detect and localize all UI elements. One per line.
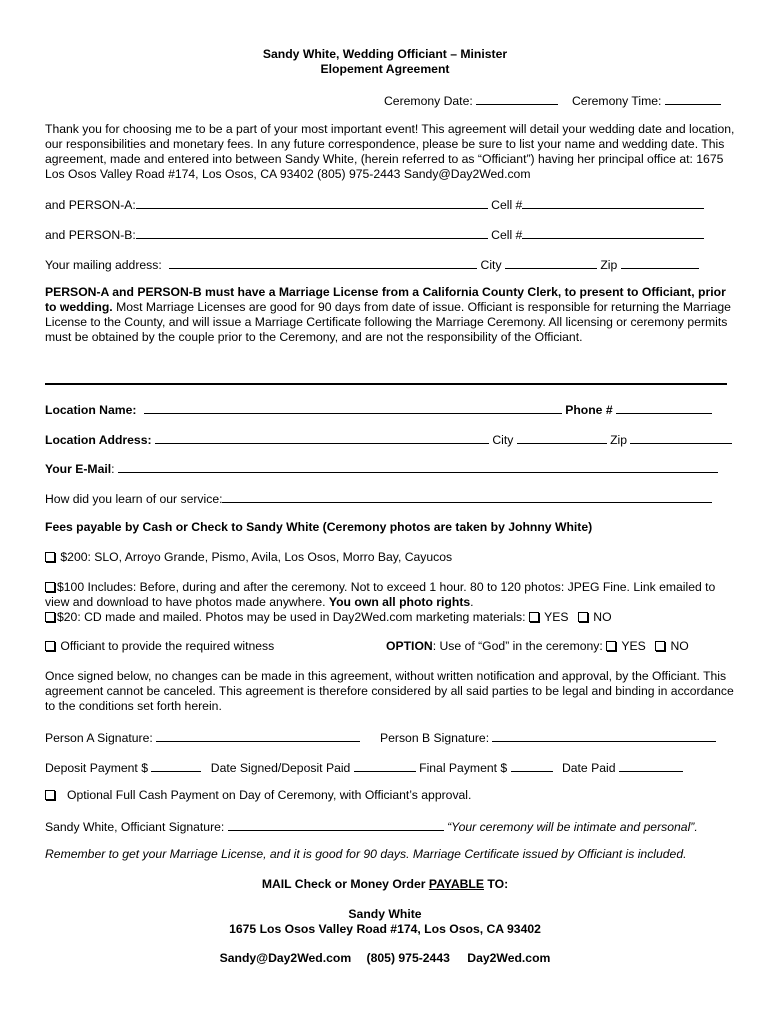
footer-website: Day2Wed.com: [467, 951, 551, 965]
footer-phone: (805) 975-2443: [366, 951, 450, 965]
optional-cash-text: Optional Full Cash Payment on Day of Ceremony, with Officiant’s approval.: [67, 788, 472, 802]
person-b-signature-row[interactable]: [380, 729, 716, 746]
mailing-city-blank[interactable]: [505, 256, 597, 269]
officiant-signature-blank[interactable]: [228, 818, 444, 831]
checkbox-god-no[interactable]: [655, 641, 665, 651]
location-name-row[interactable]: [45, 401, 712, 418]
ceremony-time-blank[interactable]: [665, 92, 721, 105]
deposit-blank[interactable]: [151, 759, 201, 772]
intro-paragraph: Thank you for choosing me to be a part of your most important event! This agreement will detail your wedding date and location, our responsibilities and monetary fees. In any future correspondence, please be sure to list your name and wedding date. This agreement, made and entered into between Sandy White, (herein referred to as “Officiant”) having her principal office at: 1675 Los Osos Valley Road #174, Los Osos, CA 93402 (805) 975-2443 Sandy@Day2Wed.com: [45, 122, 735, 181]
referral-row[interactable]: [45, 490, 712, 507]
date-paid-label: Date Paid: [561, 761, 616, 775]
fee-option-100[interactable]: [45, 580, 735, 610]
document-subtitle: Elopement Agreement: [320, 62, 450, 76]
god-yes-label: YES: [621, 639, 646, 653]
person-b-signature-blank[interactable]: [492, 729, 716, 742]
person-b-signature-label: Person B Signature:: [380, 731, 490, 745]
location-zip-blank[interactable]: [630, 431, 732, 444]
location-zip-label: Zip: [610, 433, 628, 447]
location-address-label: Location Address:: [45, 433, 152, 447]
checkbox-god-yes[interactable]: [606, 641, 616, 651]
fee-option-200-text: $200: SLO, Arroyo Grande, Pismo, Avila, Los Osos, Morro Bay, Cayucos: [60, 550, 453, 564]
ceremony-quote: “Your ceremony will be intimate and personal”.: [447, 820, 698, 834]
person-a-label: and PERSON-A:: [45, 198, 136, 212]
person-b-row[interactable]: [45, 226, 704, 243]
mailing-address-blank[interactable]: [169, 256, 477, 269]
fee-option-100-bold: You own all photo rights: [328, 595, 471, 609]
footer-name: Sandy White: [348, 907, 422, 921]
document-title: Sandy White, Wedding Officiant – Minister: [262, 47, 508, 61]
person-b-blank[interactable]: [136, 226, 488, 239]
optional-cash-row[interactable]: [45, 788, 471, 803]
checkbox-witness[interactable]: [45, 641, 55, 651]
ceremony-date-label: Ceremony Date:: [384, 94, 473, 108]
fee-option-100-text: $100 Includes: Before, during and after the ceremony. Not to exceed 1 hour. 80 to 120 photos: JPEG Fine. Link emailed to view and download to have photos made anywhere.: [45, 580, 716, 609]
mailing-zip-blank[interactable]: [621, 256, 699, 269]
license-paragraph: [45, 285, 735, 345]
checkbox-optional-cash[interactable]: [45, 790, 55, 800]
fee-option-20[interactable]: [45, 610, 612, 625]
date-signed-label: Date Signed/Deposit Paid: [210, 761, 351, 775]
mail-suffix: TO:: [484, 877, 509, 891]
checkbox-marketing-yes[interactable]: [529, 612, 539, 622]
ceremony-time-label: Ceremony Time:: [572, 94, 662, 108]
phone-label: Phone #: [565, 403, 613, 417]
god-option-row[interactable]: [386, 639, 689, 654]
fee-option-200[interactable]: [45, 550, 452, 565]
referral-label: How did you learn of our service:: [45, 492, 223, 506]
location-name-label: Location Name:: [45, 403, 137, 417]
date-paid-blank[interactable]: [619, 759, 683, 772]
phone-blank[interactable]: [616, 401, 712, 414]
email-label: Your E-Mail: [45, 462, 112, 476]
ceremony-date-blank[interactable]: [476, 92, 558, 105]
checkbox-100[interactable]: [45, 582, 55, 592]
mail-instruction: [0, 877, 770, 892]
location-address-blank[interactable]: [155, 431, 489, 444]
god-option-text: : Use of “God” in the ceremony:: [432, 639, 607, 653]
mailing-address-row[interactable]: [45, 256, 699, 273]
god-no-label: NO: [670, 639, 689, 653]
email-colon: :: [111, 462, 115, 476]
officiant-signature-label: Sandy White, Officiant Signature:: [45, 820, 225, 834]
mailing-zip-label: Zip: [600, 258, 618, 272]
marketing-yes-label: YES: [544, 610, 569, 624]
referral-blank[interactable]: [222, 490, 712, 503]
location-city-blank[interactable]: [517, 431, 607, 444]
ceremony-date-field[interactable]: [384, 92, 558, 109]
footer-address: 1675 Los Osos Valley Road #174, Los Osos, CA 93402: [229, 922, 541, 936]
person-b-label: and PERSON-B:: [45, 228, 136, 242]
person-a-signature-blank[interactable]: [156, 729, 360, 742]
person-a-blank[interactable]: [136, 196, 488, 209]
checkbox-200[interactable]: [45, 552, 55, 562]
section-divider: [45, 383, 727, 385]
deposit-label: Deposit Payment $: [45, 761, 148, 775]
person-b-cell-label: Cell #: [491, 228, 523, 242]
terms-paragraph: Once signed below, no changes can be made in this agreement, without written notification and approval, by the Officiant. This agreement cannot be canceled. This agreement is therefore considered by all said parties to be legal and binding in accordance to the conditions set forth herein.: [45, 669, 734, 713]
location-city-label: City: [492, 433, 514, 447]
email-blank[interactable]: [118, 460, 718, 473]
fee-option-20-text: $20: CD made and mailed. Photos may be used in Day2Wed.com marketing materials:: [57, 610, 529, 624]
witness-row[interactable]: [45, 639, 274, 654]
officiant-signature-row[interactable]: [45, 818, 698, 835]
person-a-cell-label: Cell #: [491, 198, 523, 212]
person-a-cell-blank[interactable]: [522, 196, 704, 209]
payment-row[interactable]: [45, 759, 683, 776]
mailing-address-label: Your mailing address:: [45, 258, 162, 272]
option-label: OPTION: [386, 639, 433, 653]
mailing-city-label: City: [480, 258, 502, 272]
license-reminder: Remember to get your Marriage License, and it is good for 90 days. Marriage Certificate issued by Officiant is included.: [45, 847, 687, 861]
location-address-row[interactable]: [45, 431, 732, 448]
person-a-signature-row[interactable]: [45, 729, 360, 746]
mail-payable: PAYABLE: [428, 877, 484, 891]
email-row[interactable]: [45, 460, 718, 477]
location-name-blank[interactable]: [144, 401, 562, 414]
fee-option-100-end: .: [470, 595, 474, 609]
checkbox-20[interactable]: [45, 612, 55, 622]
mail-prefix: MAIL Check or Money Order: [261, 877, 429, 891]
ceremony-time-field[interactable]: [572, 92, 721, 109]
date-signed-blank[interactable]: [354, 759, 416, 772]
footer-email: Sandy@Day2Wed.com: [219, 951, 352, 965]
license-normal-text: Most Marriage Licenses are good for 90 days from date of issue. Officiant is responsible for returning the Marriage License to the County, and will issue a Marriage Certificate following the Marriage Ceremony. All licensing or ceremony permits must be obtained by the couple prior to the Ceremony, and are not the responsibility of the Officiant.: [45, 300, 731, 344]
fees-heading: Fees payable by Cash or Check to Sandy White (Ceremony photos are taken by Johnny White): [45, 520, 593, 534]
checkbox-marketing-no[interactable]: [578, 612, 588, 622]
marketing-no-label: NO: [593, 610, 612, 624]
witness-text: Officiant to provide the required witness: [60, 639, 275, 653]
person-b-cell-blank[interactable]: [522, 226, 704, 239]
person-a-row[interactable]: [45, 196, 704, 213]
footer-contact: [0, 951, 770, 966]
final-payment-label: Final Payment $: [419, 761, 508, 775]
final-payment-blank[interactable]: [511, 759, 553, 772]
person-a-signature-label: Person A Signature:: [45, 731, 153, 745]
license-bold-text: PERSON-A and PERSON-B must have a Marriage License from a California County Clerk, to present to Officiant, prior to wedding.: [45, 285, 726, 314]
